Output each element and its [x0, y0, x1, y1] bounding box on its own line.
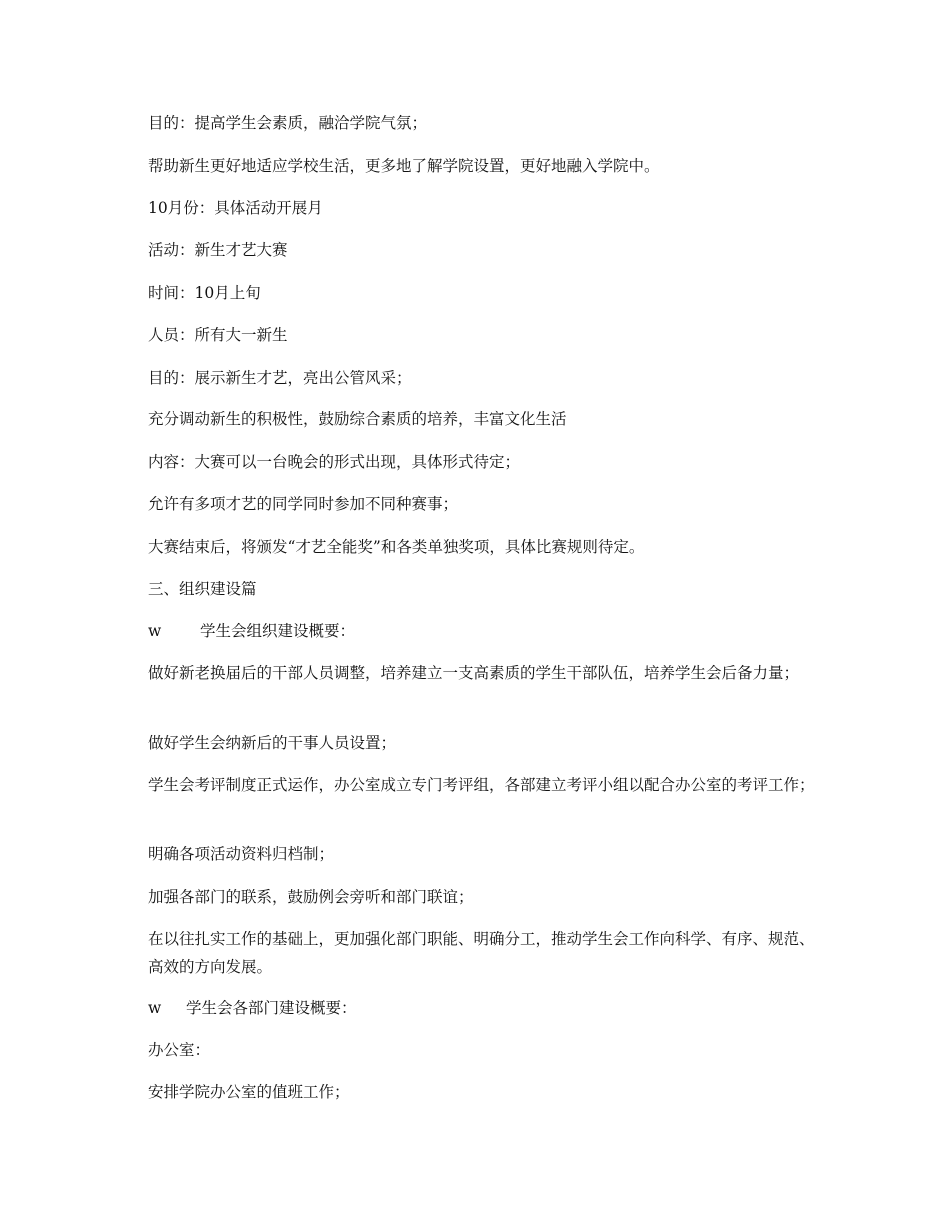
bullet-marker: w	[148, 999, 162, 1017]
paragraph-17: 加强各部门的联系，鼓励例会旁听和部门联谊；	[148, 888, 474, 906]
paragraph-13: 做好新老换届后的干部人员调整，培养建立一支高素质的学生干部队伍，培养学生会后备力量；	[148, 664, 800, 682]
paragraph-14: 做好学生会纳新后的干事人员设置；	[148, 734, 397, 752]
paragraph-3: 10月份：具体活动开展月	[148, 199, 323, 217]
bullet-text: 学生会各部门建设概要：	[186, 999, 357, 1017]
bullet-text: 学生会组织建设概要：	[200, 622, 356, 640]
paragraph-16: 明确各项活动资料归档制；	[148, 845, 335, 863]
paragraph-20: 办公室：	[148, 1041, 211, 1059]
paragraph-4: 活动：新生才艺大赛	[148, 241, 288, 259]
bullet-marker: w	[148, 622, 162, 640]
bullet-item-1	[142, 617, 812, 645]
paragraph-11: 大赛结束后，将颁发“才艺全能奖”和各类单独奖项，具体比赛规则待定。	[148, 538, 645, 556]
paragraph-1: 目的：提高学生会素质，融洽学院气氛；	[148, 114, 428, 132]
paragraph-8: 充分调动新生的积极性，鼓励综合素质的培养，丰富文化生活	[148, 410, 567, 428]
paragraph-18: 在以往扎实工作的基础上，更加强化部门职能、明确分工，推动学生会工作向科学、有序、规范、高效的方向发展。	[148, 930, 815, 976]
paragraph-6: 人员：所有大一新生	[148, 326, 288, 344]
section-heading: 三、组织建设篇	[148, 580, 257, 598]
paragraph-5: 时间：10月上旬	[148, 284, 261, 302]
paragraph-15: 学生会考评制度正式运作，办公室成立专门考评组，各部建立考评小组以配合办公室的考评工作；	[148, 776, 815, 794]
paragraph-9: 内容：大赛可以一台晚会的形式出现，具体形式待定；	[148, 453, 521, 471]
bullet-item-2	[142, 994, 812, 1022]
paragraph-2: 帮助新生更好地适应学校生活，更多地了解学院设置，更好地融入学院中。	[148, 157, 660, 175]
paragraph-21: 安排学院办公室的值班工作；	[148, 1083, 350, 1101]
paragraph-10: 允许有多项才艺的同学同时参加不同种赛事；	[148, 495, 459, 513]
paragraph-7: 目的：展示新生才艺，亮出公管风采；	[148, 369, 412, 387]
